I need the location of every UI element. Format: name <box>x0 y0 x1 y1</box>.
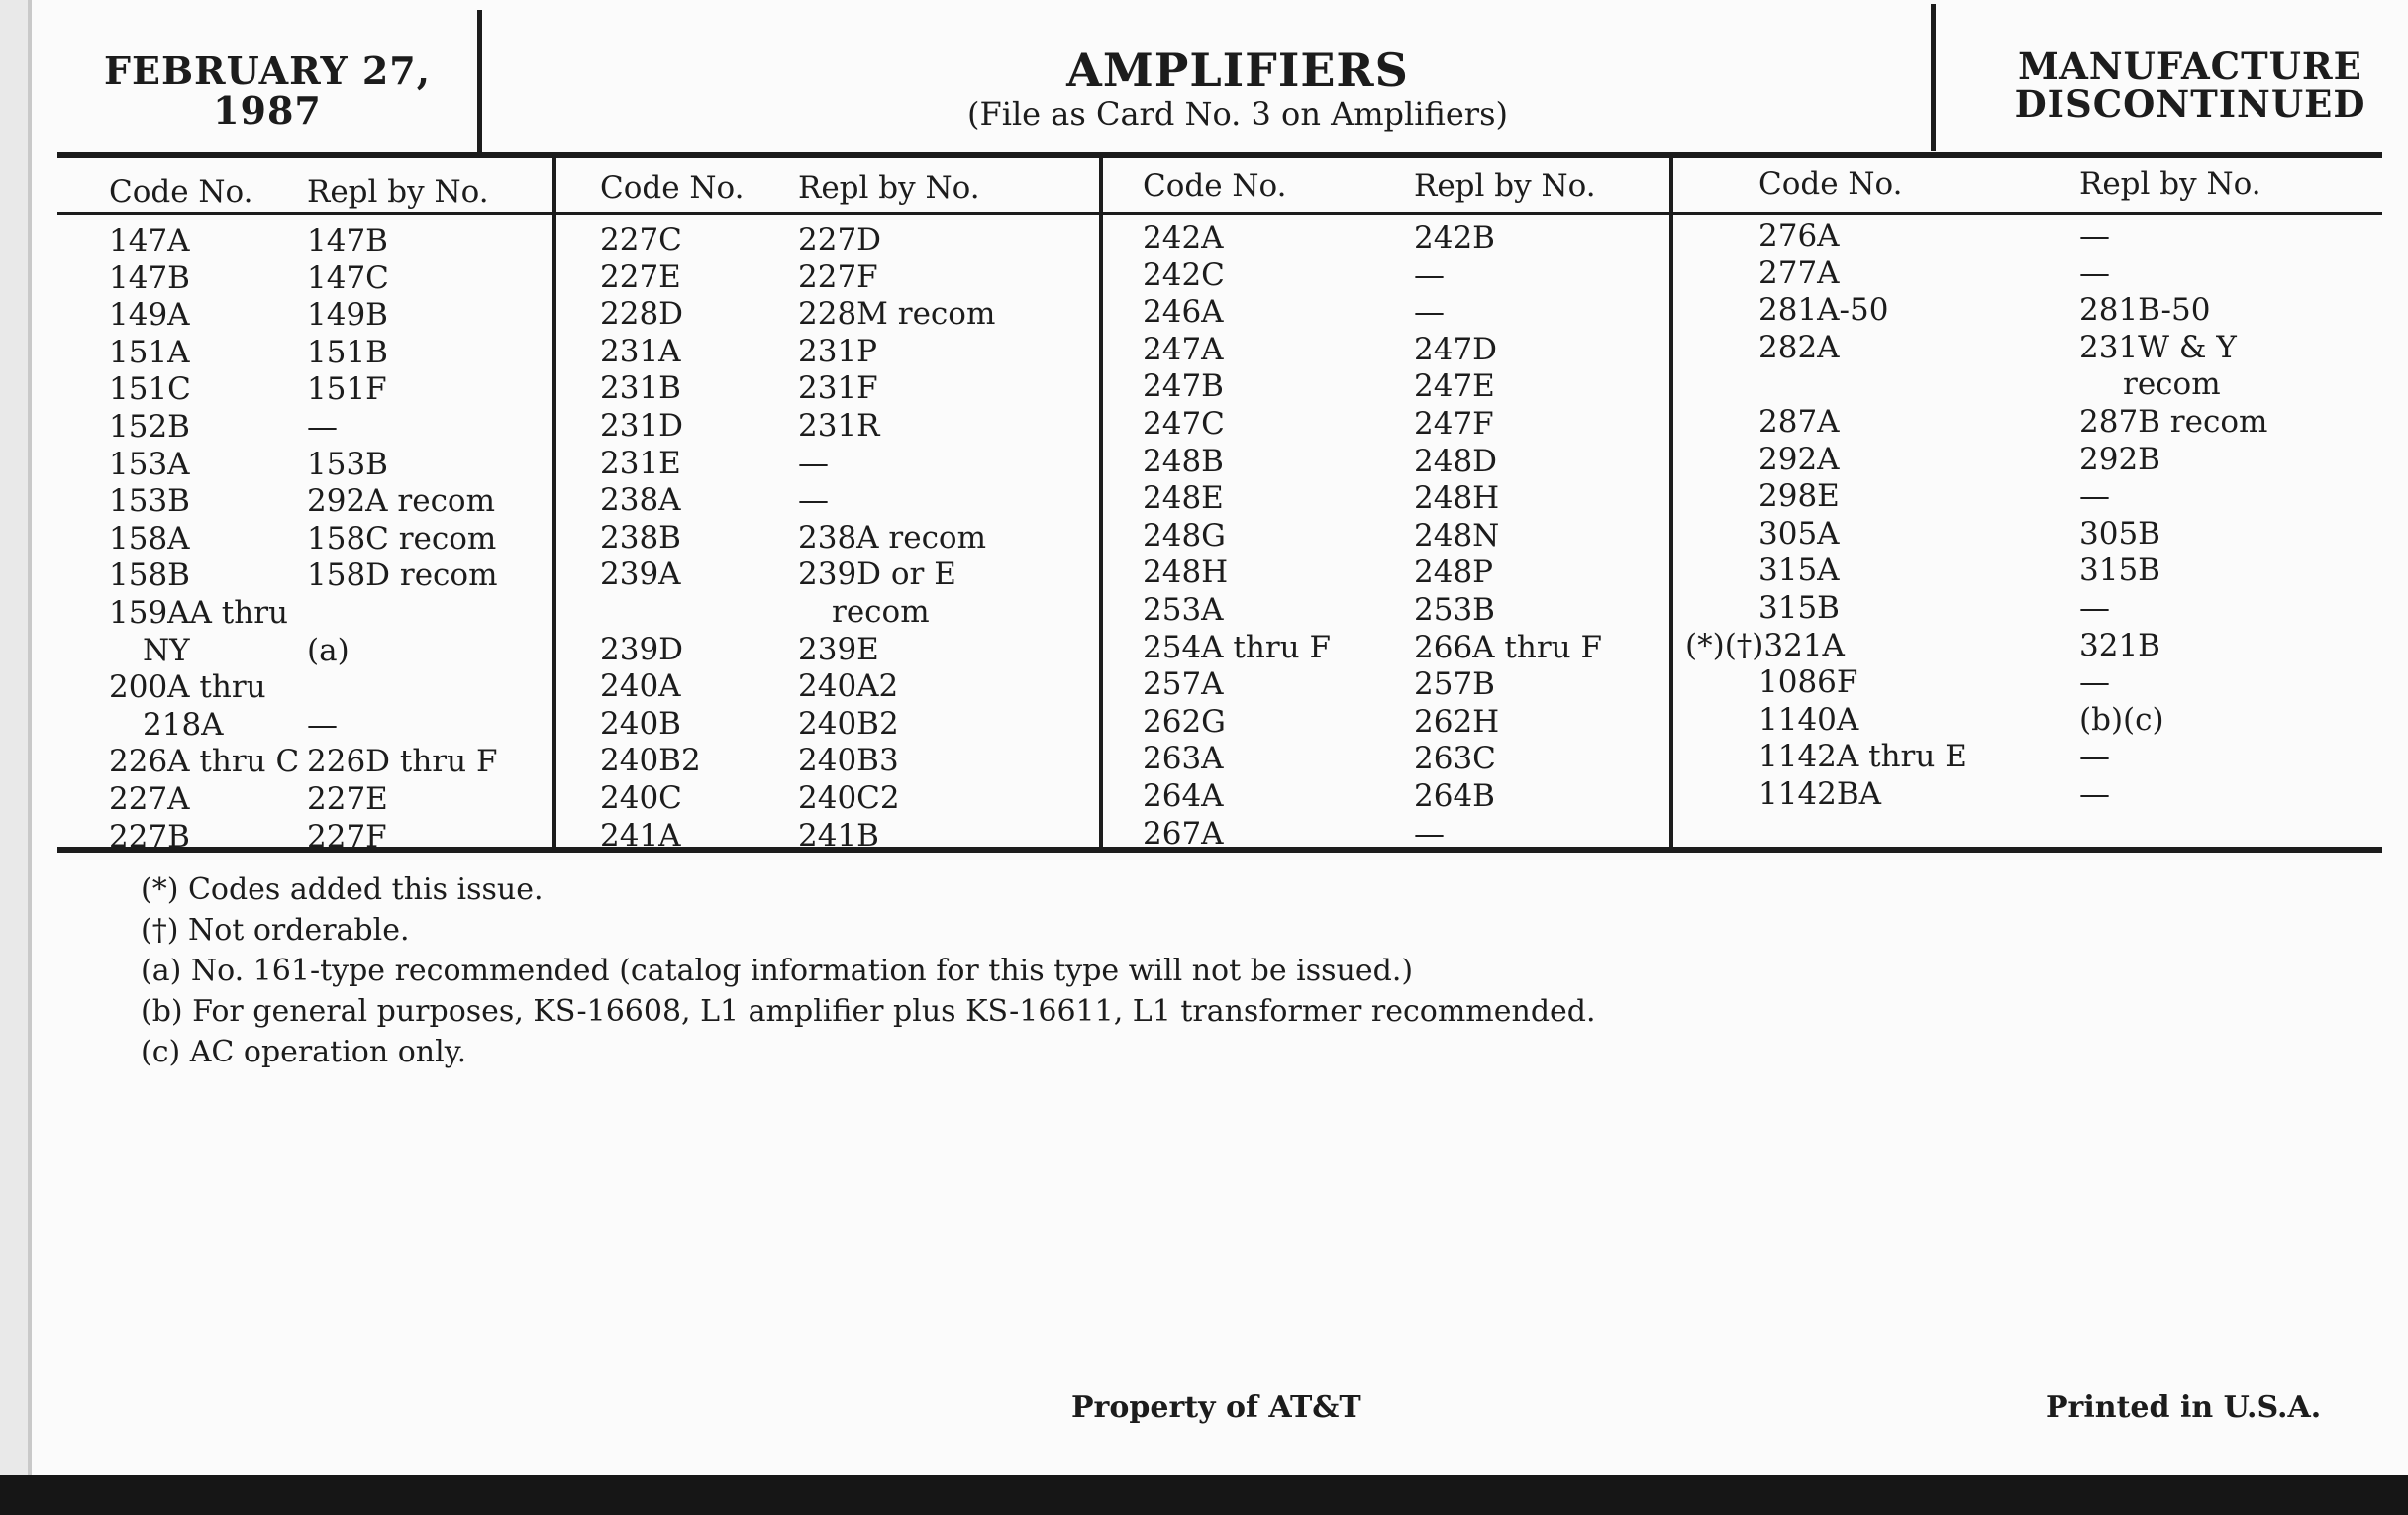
replacement-cell: 262H <box>1414 703 1500 740</box>
column-divider-2 <box>1099 156 1103 850</box>
replacement-cell: 248P <box>1414 555 1494 591</box>
replacement-cell: 257B <box>1414 666 1495 703</box>
scan-left-margin <box>0 0 30 1515</box>
scan-bottom-margin <box>0 1475 2408 1515</box>
header-rule <box>57 152 2382 158</box>
code-cell: 247A <box>1143 331 1224 367</box>
code-cell: 1086F <box>1758 664 1858 701</box>
code-cell: 149A <box>109 297 190 334</box>
code-cell: 247B <box>1143 368 1224 405</box>
replacement-cell: 248D <box>1414 443 1498 479</box>
code-cell: 228D <box>600 296 684 333</box>
replacement-cell: — <box>2079 776 2110 812</box>
replacement-cell: 242B <box>1414 220 1495 255</box>
replacement-cell: 239D or E <box>798 556 956 593</box>
replacement-cell: 231F <box>798 370 878 407</box>
code-cell: 315B <box>1758 590 1840 626</box>
card-subtitle: (File as Card No. 3 on Amplifiers) <box>967 95 1508 133</box>
code-cell: 1142BA <box>1758 776 1882 812</box>
replacement-cell: 239E <box>798 631 879 667</box>
footnote: (c) AC operation only. <box>141 1035 467 1069</box>
code-cell: 227B <box>109 818 190 855</box>
replacement-cell: 266A thru F <box>1414 629 1602 665</box>
status-label <box>1972 45 2408 126</box>
code-cell: 151C <box>109 371 191 408</box>
replacement-cell: 241B <box>798 817 879 854</box>
column-header-replacement: Repl by No. <box>307 174 489 210</box>
footnote: (†) Not orderable. <box>141 913 410 948</box>
code-cell: 242C <box>1143 256 1225 293</box>
code-cell: 226A thru C <box>109 744 300 780</box>
replacement-cell: 227F <box>307 818 387 855</box>
code-cell: 147B <box>109 259 190 296</box>
replacement-cell: 247D <box>1414 331 1498 367</box>
replacement-cell: (b)(c) <box>2079 701 2164 738</box>
code-cell: 1142A thru E <box>1758 739 1967 775</box>
issue-date <box>30 51 505 131</box>
replacement-cell: — <box>1414 294 1445 331</box>
code-cell: 240B2 <box>600 743 701 779</box>
replacement-cell: — <box>2079 218 2110 253</box>
code-cell: 277A <box>1758 254 1840 291</box>
replacement-cell: 228M recom <box>798 296 996 333</box>
replacement-cell: 158C recom <box>307 520 497 556</box>
replacement-cell: 226D thru F <box>307 744 498 780</box>
status-line1: MANUFACTURE <box>2018 45 2362 88</box>
column-header-code: Code No. <box>1758 166 1903 202</box>
replacement-cell: (a) <box>307 632 350 668</box>
column-divider-3 <box>1669 156 1673 850</box>
code-cell: 153B <box>109 483 190 520</box>
code-cell: 287A <box>1758 404 1840 440</box>
replacement-cell: 305B <box>2079 515 2160 552</box>
code-cell: 227A <box>109 781 190 817</box>
replacement-cell: 264B <box>1414 778 1495 814</box>
code-cell: 298E <box>1758 478 1840 515</box>
replacement-cell: 151F <box>307 371 387 408</box>
replacement-cell: 231R <box>798 408 880 444</box>
code-cell: 218A <box>143 706 224 743</box>
code-cell: 267A <box>1143 815 1224 852</box>
code-cell: 158B <box>109 557 190 594</box>
code-cell: 240B <box>600 705 681 742</box>
replacement-cell: 227D <box>798 222 882 257</box>
code-cell: 159AA thru <box>109 595 289 631</box>
code-cell: 239D <box>600 631 684 667</box>
replacement-cell: 153B <box>307 446 388 482</box>
replacement-cell: recom <box>2123 366 2221 403</box>
replacement-cell: — <box>307 409 338 445</box>
replacement-cell: — <box>798 445 829 481</box>
column-header-replacement: Repl by No. <box>2079 166 2261 202</box>
code-cell: 246A <box>1143 294 1224 331</box>
property-notice: Property of AT&T <box>1071 1390 1361 1425</box>
code-cell: 158A <box>109 520 190 556</box>
code-cell: 248E <box>1143 480 1224 517</box>
code-cell: 264A <box>1143 778 1224 814</box>
code-cell: 151A <box>109 334 190 370</box>
replacement-cell: — <box>2079 254 2110 291</box>
replacement-cell: 247E <box>1414 368 1495 405</box>
replacement-cell: 240A2 <box>798 668 899 705</box>
code-cell: 153A <box>109 446 190 482</box>
code-cell: 231E <box>600 445 681 481</box>
code-cell: (*)(†)321A <box>1685 627 1845 663</box>
replacement-cell: 240C2 <box>798 780 900 816</box>
column-header-code: Code No. <box>1143 168 1287 204</box>
code-cell: 242A <box>1143 220 1224 255</box>
replacement-cell: 321B <box>2079 627 2160 663</box>
replacement-cell: 281B-50 <box>2079 292 2211 329</box>
code-cell: 152B <box>109 409 190 445</box>
footnote: (a) No. 161-type recommended (catalog information for this type will not be issued.) <box>141 954 1414 988</box>
code-cell: 257A <box>1143 666 1224 703</box>
replacement-cell: 227F <box>798 258 878 295</box>
code-cell: 253A <box>1143 592 1224 628</box>
card-left-edge <box>28 0 32 1475</box>
card-title-block <box>515 46 1960 133</box>
replacement-cell: 147B <box>307 223 388 258</box>
code-cell: 1140A <box>1758 701 1859 738</box>
column-header-rule <box>57 212 2382 215</box>
code-cell: 247C <box>1143 406 1225 442</box>
issue-date-line2: 1987 <box>213 88 322 133</box>
code-cell: 315A <box>1758 553 1840 589</box>
code-cell: 238A <box>600 482 681 519</box>
code-cell: 231A <box>600 333 681 369</box>
code-cell: 262G <box>1143 703 1226 740</box>
column-divider-1 <box>552 156 556 850</box>
replacement-cell: 238A recom <box>798 519 986 556</box>
replacement-cell: 158D recom <box>307 557 498 594</box>
replacement-cell: — <box>2079 590 2110 626</box>
replacement-cell: 151B <box>307 334 388 370</box>
code-cell: 248G <box>1143 517 1226 554</box>
code-cell: 227E <box>600 258 681 295</box>
catalog-card <box>30 0 2408 1475</box>
replacement-cell: — <box>307 706 338 743</box>
replacement-cell: — <box>2079 664 2110 701</box>
replacement-cell: — <box>2079 739 2110 775</box>
replacement-cell: 240B3 <box>798 743 899 779</box>
replacement-cell: 287B recom <box>2079 404 2268 440</box>
status-line2: DISCONTINUED <box>2014 82 2366 126</box>
code-cell: 276A <box>1758 218 1840 253</box>
code-cell: 240C <box>600 780 682 816</box>
replacement-cell: — <box>798 482 829 519</box>
replacement-cell: — <box>1414 256 1445 293</box>
replacement-cell: 248H <box>1414 480 1500 517</box>
replacement-cell: 248N <box>1414 517 1500 554</box>
footnote: (*) Codes added this issue. <box>141 872 544 907</box>
code-cell: 282A <box>1758 329 1840 365</box>
replacement-cell: 231W & Y <box>2079 329 2237 365</box>
code-cell: 240A <box>600 668 681 705</box>
code-cell: 248H <box>1143 555 1229 591</box>
column-header-code: Code No. <box>109 174 253 210</box>
replacement-cell: 240B2 <box>798 705 899 742</box>
code-cell: 248B <box>1143 443 1224 479</box>
replacement-cell: 147C <box>307 259 389 296</box>
code-cell: 238B <box>600 519 681 556</box>
replacement-cell: recom <box>832 594 930 630</box>
code-cell: 147A <box>109 223 190 258</box>
code-cell: 231B <box>600 370 681 407</box>
replacement-cell: 227E <box>307 781 388 817</box>
code-cell: 227C <box>600 222 682 257</box>
replacement-cell: 253B <box>1414 592 1495 628</box>
replacement-cell: 247F <box>1414 406 1494 442</box>
column-header-replacement: Repl by No. <box>1414 168 1596 204</box>
code-cell: 281A-50 <box>1758 292 1889 329</box>
code-cell: 263A <box>1143 741 1224 777</box>
column-header-code: Code No. <box>600 170 745 206</box>
code-cell: 241A <box>600 817 681 854</box>
code-cell: 305A <box>1758 515 1840 552</box>
card-title: AMPLIFIERS <box>1066 44 1409 97</box>
footnotes <box>141 869 1596 1072</box>
replacement-cell: 231P <box>798 333 878 369</box>
replacement-cell: 149B <box>307 297 388 334</box>
code-cell: 239A <box>600 556 681 593</box>
replacement-cell: 263C <box>1414 741 1496 777</box>
replacement-cell: — <box>1414 815 1445 852</box>
header-divider-left <box>477 10 482 156</box>
footnote: (b) For general purposes, KS-16608, L1 amplifier plus KS-16611, L1 transformer recommended. <box>141 994 1596 1029</box>
column-header-replacement: Repl by No. <box>798 170 980 206</box>
code-cell: 292A <box>1758 441 1840 477</box>
replacement-cell: 292A recom <box>307 483 495 520</box>
code-cell: 231D <box>600 408 684 444</box>
code-cell: NY <box>143 632 190 668</box>
issue-date-line1: FEBRUARY 27, <box>104 49 431 93</box>
replacement-cell: 292B <box>2079 441 2160 477</box>
replacement-cell: — <box>2079 478 2110 515</box>
replacement-cell: 315B <box>2079 553 2160 589</box>
printed-notice: Printed in U.S.A. <box>2046 1390 2322 1425</box>
header-divider-right <box>1931 4 1936 151</box>
code-cell: 254A thru F <box>1143 629 1331 665</box>
code-cell: 200A thru <box>109 669 266 706</box>
